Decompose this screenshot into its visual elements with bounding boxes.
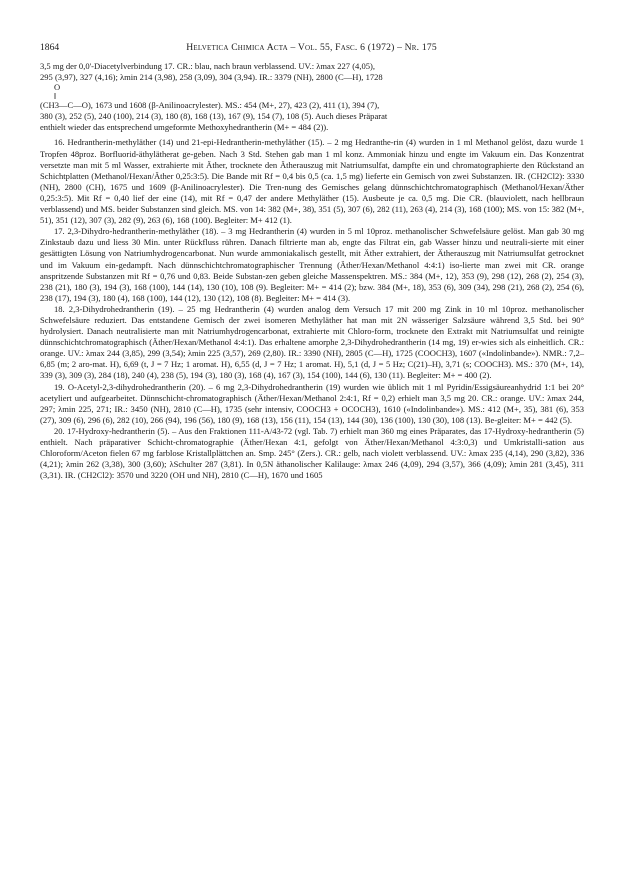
- experiment-18-paragraph: 18. 2,3-Dihydrohedrantherin (19). – 25 mg Hedrantherin (4) wurden analog dem Versuch 17 mit 200 mg Zink in 10 ml 10proz. methanolischer Schwefelsäure reduziert. Das entstandene Gemisch der zwei isomeren Methyläther hat man mit 2N wässeriger Salzsäure während 3,5 Std. bei 90° hydrolysiert. Danach neutralisierte man mit Natriumhydrogencarbonat, extrahierte mit Chloro-form, trocknete den Extrakt mit Natriumsulfat und reinigte dünnschichtchromatographisch (Äther/Hexan/Methanol 4:4:1). Das erhaltene amorphe 2,3-Dihydrohedrantherin (14 mg, 19) er-wies sich als einheitlich. CR.: orange. UV.: λmax 244 (3,85), 299 (3,54); λmin 225 (3,57), 269 (2,80). IR.: 3390 (NH), 2805 (C—H), 1725 (COOCH3), 1607 («Indolinbande»). NMR.: 7,2–6,85 (m; 2 aro-mat. H), 6,69 (t, J = 7 Hz; 1 aromat. H), 6,55 (d, J = 7 Hz; 1 aromat. H), 5,1 (d, J = 5 Hz; C(21)–H), 3,71 (s; COOCH3). MS.: 370 (M+, 14), 339 (3), 309 (3), 284 (18), 240 (4), 238 (5), 194 (3), 180 (3), 168 (4), 167 (3), 154 (100), 144 (6), 130 (11). Begleiter: M+ = 400 (2).: [40, 303, 584, 381]
- journal-citation: Helvetica Chimica Acta – Vol. 55, Fasc. 6 (1972) – Nr. 175: [186, 42, 437, 53]
- experiment-19-paragraph: 19. O-Acetyl-2,3-dihydrohedrantherin (20). – 6 mg 2,3-Dihydrohedrantherin (19) wurden wie üblich mit 1 ml Pyridin/Essigsäureanhydrid 1:1 bei 20° acetyliert und aufgearbeitet. Dünnschicht-chromatographisch (Äther/Hexan/Methanol 2:4:1, Rf = 0,2) erhielt man 3,5 mg 20. CR.: orange. UV.: λmax 244, 297; λmin 225, 271; IR.: 3450 (NH), 2810 (C—H), 1735 (sehr intensiv, COOCH3 + OCOCH3), 1610 («Indolinbande»). MS.: 412 (M+, 35), 381 (6), 353 (27), 309 (6), 296 (6), 282 (10), 266 (94), 196 (56), 180 (9), 168 (13), 156 (11), 154 (13), 144 (30), 136 (100), 130 (30), 108 (13). Be-gleiter: M+ = 442 (5).: [40, 381, 584, 425]
- text-line: 380 (3), 252 (5), 240 (100), 214 (3), 180 (8), 168 (13), 167 (9), 154 (7), 108 (5). Auch dieses Präparat: [40, 111, 388, 122]
- experiment-17-paragraph: 17. 2,3-Dihydro-hedrantherin-methyläther (18). – 3 mg Hedrantherin (4) wurden in 5 ml 10proz. methanolischer Schwefelsäure gelöst. Man gab 30 mg Zinkstaub dazu und liess 30 Min. unter Rückfluss rühren. Danach filtrierte man ab, engte das Filtrat ein, gab Wasser hinzu und neutrali-sierte mit einer gesättigten Lösung von Natriumhydrogencarbonat. Nun wurde ammoniakalisch gestellt, mit Äther extrahiert, der Ätherauszug mit Natriumsulfat getrocknet und im Vakuum ein-gedampft. Nach dünnschichtchromatographischer Trennung (Äther/Hexan/Methanol 4:4:1) iso-lierte man zwei mit CR. orange anspritzende Substanzen mit Rf = 0,76 und 0,83. Beide Substan-zen geben gleiche Massenspektren. MS.: 384 (M+, 12), 353 (9), 298 (12), 268 (2), 254 (3), 238 (21), 180 (3), 194 (3), 168 (100), 144 (14), 130 (10), 108 (9). Begleiter: M+ = 414 (2); bzw. 384 (M+, 18), 353 (6), 309 (34), 298 (21), 268 (2), 254 (6), 238 (17), 194 (3), 180 (4), 168 (100), 144 (12), 130 (12), 108 (8). Begleiter: M+ = 414 (3).: [40, 226, 584, 303]
- structure-mark-o: O: [54, 82, 61, 93]
- structure-mark-bond: ‖: [54, 91, 57, 102]
- experiment-16-paragraph: 16. Hedrantherin-methyläther (14) und 21-epi-Hedrantherin-methyläther (15). – 2 mg Hedranthe-rin (4) wurden in 1 ml Methanol gelöst, dazu wurde 1 Tropfen 48proz. Borfluorid-äthylätherat ge-geben. Nach 3 Std. Stehen gab man 1 ml konz. Ammoniak hinzu und engte im Vakuum ein. Das Konzentrat versetzte man mit 5 ml Wasser, extrahierte mit Äther, trocknete den Ätherauszug mit Natriumsulfat, dampfte ein und chromatographierte den Rückstand an Schichtplatten (Methanol/Hexan/Äther 0,25:3:5). Die Bande mit Rf = 0,4 bis 0,5 (ca. 1,5 mg) lieferte ein Gemisch von zwei Substanzen. IR. (CH2Cl2): 3330 (NH), 2800 (CH), 1675 und 1609 (β-Anilinoacrylester). Die Tren-nung des Gemisches gelang dünnschichtchromatographisch (Methanol/Hexan/Äther 0,25:3:5). Mit Rf = 0,40 lief der eine (14), mit Rf = 0,47 der andere Methyläther (15). Ausbeute je ca. 0,5 mg. Die CR. (blauviolett, nach hellbraun verblassend) und MS. beider Substanzen sind gleich. MS. von 14: 382 (M+, 38), 351 (5), 307 (6), 282 (11), 263 (4), 214 (3), 168 (100); MS. von 15: 382 (M+, 51), 351 (12), 307 (3), 282 (9), 263 (6), 168 (100). Begleiter: M+ 412 (1).: [40, 137, 584, 226]
- running-header: [40, 42, 584, 53]
- text-line: 295 (3,97), 327 (4,16); λmin 214 (3,98), 258 (3,09), 304 (3,94). IR.: 3379 (NH), 2800 (C—H), 1728: [40, 72, 383, 83]
- experiment-20-paragraph: 20. 17-Hydroxy-hedrantherin (5). – Aus den Fraktionen 111-A/43-72 (vgl. Tab. 7) erhielt man 360 mg eines Präparates, das 17-Hydroxy-hedrantherin (5) enthielt. Nach präparativer Schicht-chromatographie (Äther/Hexan 4:1, gefolgt von Äther/Hexan/Methanol 4:3:0,3) und Umkristalli-sation aus Chloroform/Aceton fielen 67 mg farblose Kristallplättchen an. Smp. 245° (Zers.). CR.: gelb, nach violett verblassend. UV.: λmax 235 (4,14), 290 (3,82), 336 (4,21); λmin 262 (3,38), 300 (3,60); λSchulter 287 (3,81). In 0,5N äthanolischer Kalilauge: λmax 246 (4,09), 294 (3,57), 366 (4,09); λmin 281 (3,45), 311 (3,31). IR. (CH2Cl2): 3570 und 3220 (OH und NH), 2810 (C—H), 1670 und 1605: [40, 425, 584, 481]
- page-number: 1864: [40, 42, 60, 53]
- text-line: enthielt wieder das entsprechend umgeformte Methoxyhedrantherin (M+ = 484 (2)).: [40, 122, 329, 133]
- text-line: 3,5 mg der 0,0'-Diacetylverbindung 17. CR.: blau, nach braun verblassend. UV.: λmax 227 (4,05),: [40, 61, 375, 71]
- paragraph-continuation: [40, 61, 584, 133]
- article-body: [40, 61, 584, 481]
- text-line: (CH3—C—O), 1673 und 1608 (β-Anilinoacrylester). MS.: 454 (M+, 27), 423 (2), 411 (1), 394 (7),: [40, 100, 380, 111]
